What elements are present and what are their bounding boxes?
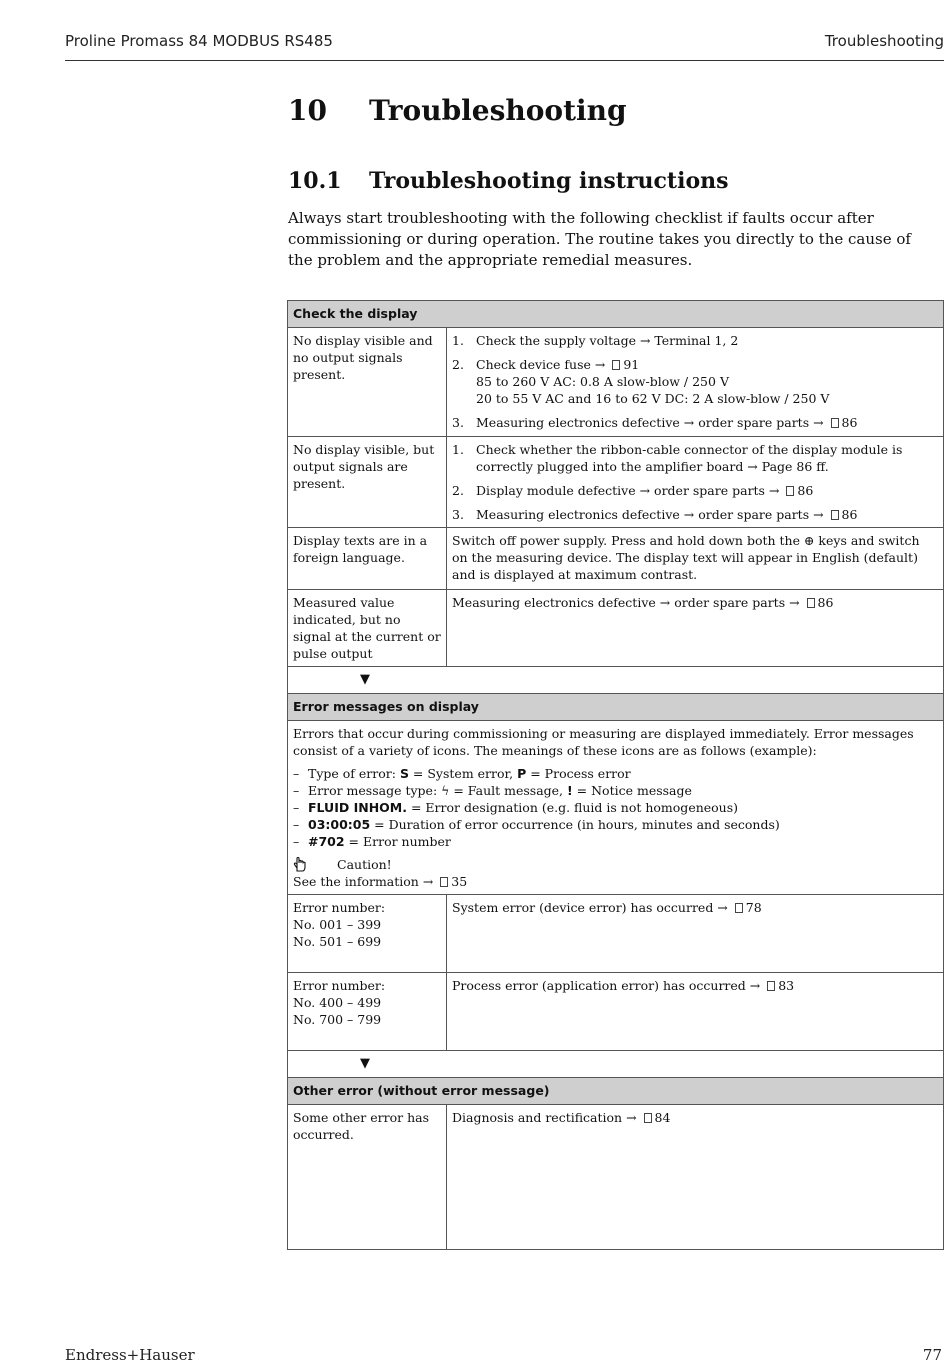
remedy-cell: Diagnosis and rectification → 84 xyxy=(447,1105,944,1250)
page-ref-icon xyxy=(735,903,743,913)
symptom-cell: Display texts are in a foreign language. xyxy=(288,528,447,590)
page-ref[interactable]: 35 xyxy=(451,874,468,889)
page-ref[interactable]: 83 xyxy=(778,978,795,993)
chapter-heading xyxy=(288,94,627,127)
running-header-title: Proline Promass 84 MODBUS RS485 xyxy=(65,32,333,50)
page-ref[interactable]: 86 xyxy=(797,483,814,498)
page-ref[interactable]: 86 xyxy=(841,415,858,430)
remedy-cell xyxy=(447,328,944,437)
step-item: 2. Display module defective → order spare parts → 86 xyxy=(452,483,814,498)
section-title: Troubleshooting instructions xyxy=(369,168,729,194)
section-other-error: Other error (without error message) xyxy=(288,1078,944,1105)
page-ref[interactable]: 91 xyxy=(623,357,640,372)
intro-paragraph: Always start troubleshooting with the following checklist if faults occur after commissioning or during operation. The routine takes you directly to the cause of the problem and the appropriate remedial measures. xyxy=(288,209,911,269)
page-ref[interactable]: 86 xyxy=(841,507,858,522)
error-icon-list xyxy=(293,765,938,850)
remedy-cell: System error (device error) has occurred → 78 xyxy=(447,895,944,973)
list-item: – Error message type: ϟ = Fault message, ! = Notice message xyxy=(293,783,692,798)
page-ref[interactable]: 84 xyxy=(654,1110,671,1125)
see-information: See the information → 35 xyxy=(293,874,468,889)
page-ref[interactable]: 86 xyxy=(817,595,834,610)
page-ref[interactable]: 78 xyxy=(745,900,762,915)
troubleshooting-table xyxy=(287,300,944,1250)
page-ref-icon xyxy=(612,360,620,370)
step-item: 3. Measuring electronics defective → order spare parts → 86 xyxy=(452,507,858,522)
header-rule xyxy=(65,60,944,61)
error-icons-explanation xyxy=(288,721,944,895)
remedy-cell: Process error (application error) has occurred → 83 xyxy=(447,973,944,1051)
step-item: 1. Check whether the ribbon-cable connector of the display module is correctly plugged into the amplifier board → Page 86 ff. xyxy=(452,442,903,474)
chapter-title: Troubleshooting xyxy=(369,94,627,127)
symptom-cell: No display visible, but output signals are present. xyxy=(288,437,447,528)
step-item: 1. Check the supply voltage → Terminal 1, 2 xyxy=(452,333,739,348)
caution-hand-icon xyxy=(293,856,307,872)
remedy-cell xyxy=(447,437,944,528)
section-heading xyxy=(288,168,729,194)
symptom-cell: Some other error has occurred. xyxy=(288,1105,447,1250)
page-ref-icon xyxy=(644,1113,652,1123)
symptom-cell: Error number: No. 001 – 399 No. 501 – 699 xyxy=(288,895,447,973)
step-item: 3. Measuring electronics defective → order spare parts → 86 xyxy=(452,415,858,430)
list-item: – Type of error: S = System error, P = Process error xyxy=(293,766,631,781)
list-item: – FLUID INHOM. = Error designation (e.g. fluid is not homogeneous) xyxy=(293,800,739,815)
chapter-number: 10 xyxy=(288,94,327,127)
error-intro: Errors that occur during commissioning or measuring are displayed immediately. Error messages consist of a variety of icons. The meanings of these icons are as follows (example): xyxy=(293,726,914,758)
remedy-cell: Switch off power supply. Press and hold down both the ⊕ keys and switch on the measuring device. The display text will appear in English (default) and is displayed at maximum contrast. xyxy=(447,528,944,590)
list-item: – 03:00:05 = Duration of error occurrence (in hours, minutes and seconds) xyxy=(293,817,780,832)
page-ref-icon xyxy=(440,877,448,887)
symptom-cell: Error number: No. 400 – 499 No. 700 – 799 xyxy=(288,973,447,1051)
page-ref-icon xyxy=(807,598,815,608)
caution-note: Caution! xyxy=(293,856,938,873)
flow-arrow-down-icon: ▼ xyxy=(288,667,944,694)
page-number: 77 xyxy=(922,1346,942,1364)
page-ref-icon xyxy=(831,418,839,428)
symptom-cell: Measured value indicated, but no signal at the current or pulse output xyxy=(288,590,447,667)
footer-brand: Endress+Hauser xyxy=(65,1346,195,1364)
section-error-messages: Error messages on display xyxy=(288,694,944,721)
page-ref-icon xyxy=(831,510,839,520)
remedy-cell: Measuring electronics defective → order spare parts → 86 xyxy=(447,590,944,667)
running-header-section: Troubleshooting xyxy=(824,32,944,50)
page-ref-icon xyxy=(786,486,794,496)
section-check-display: Check the display xyxy=(288,301,944,328)
flow-arrow-down-icon: ▼ xyxy=(288,1051,944,1078)
symptom-cell: No display visible and no output signals present. xyxy=(288,328,447,437)
section-number: 10.1 xyxy=(288,168,342,194)
list-item: – #702 = Error number xyxy=(293,834,451,849)
step-item: 2. Check device fuse → 91 85 to 260 V AC: 0.8 A slow-blow / 250 V 20 to 55 V AC and 16 to 62 V DC: 2 A slow-blow / 250 V xyxy=(452,357,830,406)
page-ref-icon xyxy=(767,981,775,991)
